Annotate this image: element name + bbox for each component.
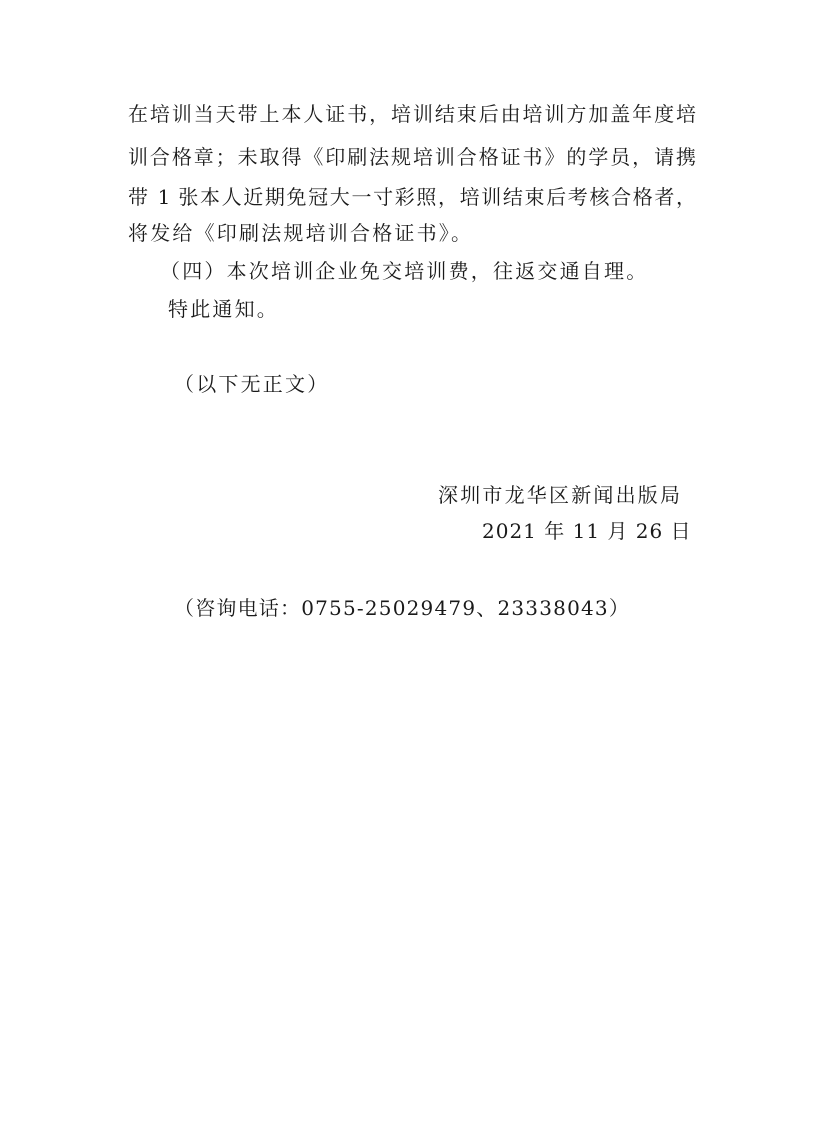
no-more-text-note: （以下无正文） <box>174 372 330 396</box>
contact-phone: （咨询电话：0755-25029479、23338043） <box>174 596 631 620</box>
issue-date: 2021 年 11 月 26 日 <box>482 519 692 543</box>
notice-item-four: （四）本次培训企业免交培训费，往返交通自理。 <box>160 259 649 283</box>
paragraph-line: 带 1 张本人近期免冠大一寸彩照，培训结束后考核合格者， <box>128 185 696 209</box>
issuer-name: 深圳市龙华区新闻出版局 <box>438 483 683 507</box>
paragraph-line: 在培训当天带上本人证书，培训结束后由培训方加盖年度培 <box>128 102 696 126</box>
closing-text: 特此通知。 <box>168 297 279 321</box>
paragraph-line: 将发给《印刷法规培训合格证书》。 <box>128 221 474 245</box>
paragraph-line: 训合格章；未取得《印刷法规培训合格证书》的学员，请携 <box>128 145 696 169</box>
